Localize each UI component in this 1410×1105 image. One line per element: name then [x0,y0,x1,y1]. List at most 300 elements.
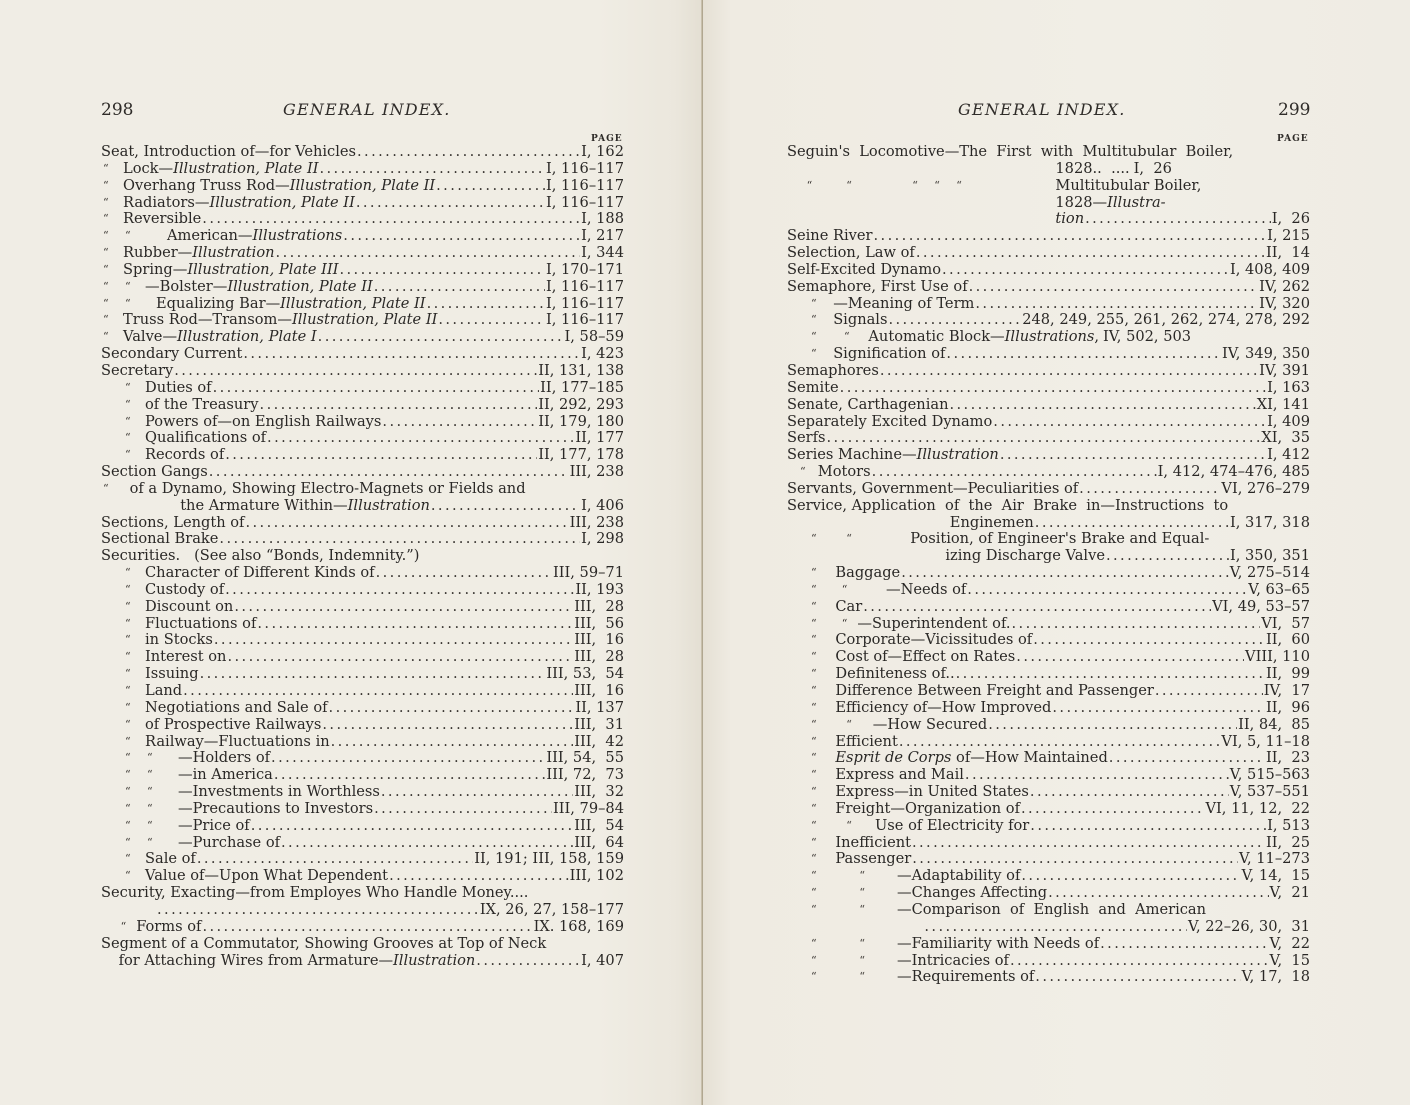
entry-text: —Superintendent of. [857,614,1011,632]
page-reference: V, 21 [1269,884,1310,902]
entry-text: of the Treasury [145,395,259,413]
dot-leader [319,161,544,178]
index-entry [787,447,1310,464]
page-reference: II, 84, 85 [1238,715,1310,733]
page-reference: I, 116–117 [545,311,624,329]
entry-heading [123,262,338,279]
right-page [703,0,1410,1105]
entry-heading [145,447,224,464]
entry-text-suffix: of—How Maintained [951,749,1108,767]
dot-leader [901,565,1229,582]
index-entry [787,717,1310,734]
index-entry [787,851,1310,868]
dot-leader [225,582,574,599]
entry-heading [178,818,250,835]
index-entry [101,801,624,818]
index-entry [101,818,624,835]
entry-italic-text: Illustrations [252,227,343,245]
index-entry [101,178,624,195]
page-reference: I, 406 [581,496,624,514]
index-entry [101,835,624,852]
page-reference: IV, 502, 503 [1103,328,1192,346]
entry-heading [787,380,839,397]
dot-leader [1100,936,1268,953]
entry-text-suffix: , [1094,328,1100,346]
entry-heading [897,868,1020,885]
entry-text: Corporate—Vicissitudes of [835,631,1033,649]
ditto-mark: “ [125,566,131,580]
page-reference: III, 238 [569,463,624,481]
entry-text: —Requirements of [897,968,1035,986]
entry-heading [145,565,375,582]
ditto-mark: “ [912,178,918,192]
entry-heading [875,818,1029,835]
ditto-mark: “ [125,296,131,310]
entry-heading [101,885,528,902]
page-number: 299 [1278,100,1311,120]
entry-italic-text: tion [1055,210,1085,228]
entry-heading [787,498,1228,515]
dot-leader [202,211,580,228]
page-reference: I, 298 [581,530,624,548]
entry-heading [178,767,273,784]
ditto-mark: “ [125,616,131,630]
entry-heading [835,700,1051,717]
dot-leader [993,414,1266,431]
ditto-mark: “ [811,347,817,361]
dot-leader [267,430,574,447]
index-entry [787,228,1310,245]
dot-leader [374,801,552,818]
dot-leader [1021,801,1205,818]
dot-leader [209,464,569,481]
entry-text: —Investments in Worthless [178,783,380,801]
index-entry [787,161,1310,178]
entry-text: Qualifications of [145,429,267,447]
entry-heading [119,953,476,970]
page-reference: III, 64 [574,833,624,851]
index-entry [787,548,1310,565]
ditto-mark: “ [846,532,852,546]
ditto-mark: “ [125,582,131,596]
ditto-mark: “ [125,667,131,681]
entry-text: —Meaning of Term [833,294,975,312]
ditto-mark: “ [103,229,109,243]
entry-italic-text: Illustration [192,244,275,262]
page-reference: V, 14, 15 [1241,867,1310,885]
page-reference: IV, 320 [1259,294,1310,312]
entry-italic-text: Illustration, Plate II [291,311,438,329]
index-entry [787,515,1310,532]
ditto-mark: “ [811,616,817,630]
entry-heading [835,632,1032,649]
index-entry [101,767,624,784]
entry-text: Sections, Length of [101,513,245,531]
ditto-mark: “ [125,279,131,293]
entry-text: —Bolster— [145,277,228,295]
entry-text: Selection, Law of [787,244,915,262]
ditto-mark: “ [846,717,852,731]
page-reference: XI, 141 [1256,395,1310,413]
ditto-mark: “ [811,751,817,765]
entry-text: Lock— [123,159,174,177]
dot-leader [949,397,1255,414]
entry-text: Security, Exacting—from Employes Who Handle Money.... [101,884,529,902]
entry-heading [145,632,213,649]
entry-text: Forms of [136,917,202,935]
dot-leader [200,666,546,683]
page-reference: I, 344 [581,244,624,262]
page-reference: V, 17, 18 [1241,968,1310,986]
ditto-mark: “ [103,279,109,293]
entry-heading [178,784,380,801]
page-reference: II, 131, 138 [538,361,624,379]
index-entry [101,430,624,447]
entry-heading [835,683,1153,700]
entry-heading [897,953,1009,970]
dot-leader [276,245,581,262]
entry-text: of a Dynamo, Showing Electro-Magnets or Fields and [129,479,526,497]
dot-leader [219,531,580,548]
dot-leader [872,464,1157,481]
entry-heading [787,363,879,380]
entry-heading [145,430,266,447]
page-reference: IV, 17 [1263,682,1310,699]
page-reference: III, 28 [574,597,624,615]
ditto-mark: “ [147,785,153,799]
entry-text: Character of Different Kinds of [145,564,375,582]
entry-text: Powers of—on English Railways [145,412,382,430]
index-entry [101,447,624,464]
entry-text: Section Gangs [101,463,208,481]
dot-leader [912,851,1238,868]
index-entry [101,195,624,212]
entry-heading [833,346,945,363]
index-entry [101,531,624,548]
entry-text: Semaphore, First Use of [787,277,968,295]
dot-leader [1109,750,1265,767]
page-reference: IV, 349, 350 [1221,345,1310,363]
ditto-mark: “ [811,936,817,950]
index-entry [101,582,624,599]
index-entry [787,868,1310,885]
index-entry [787,616,1310,633]
index-entry [101,666,624,683]
entry-heading [833,296,974,313]
page-reference: I, 317, 318 [1229,513,1310,531]
ditto-mark: “ [125,229,131,243]
ditto-mark: “ [103,212,109,226]
dot-leader [1079,481,1220,498]
ditto-mark: “ [125,768,131,782]
entry-heading [145,666,199,683]
entry-text: Efficient [835,732,898,750]
entry-text: Passenger [835,850,912,868]
entry-text: —Familiarity with Needs of [897,934,1100,952]
running-head: GENERAL INDEX. [958,100,1126,119]
page-reference: III, 42 [574,732,624,750]
page-reference: II, 14 [1265,244,1310,262]
entry-italic-text: Illustration, Plate II [280,294,426,312]
entry-text: Baggage [835,564,901,582]
ditto-mark: “ [844,330,850,344]
index-entry [101,397,624,414]
page-reference: II, 292, 293 [538,395,624,413]
entry-heading [145,599,233,616]
index-entry [787,430,1310,447]
ditto-mark: “ [811,599,817,613]
entry-text: Motors [817,463,871,481]
index-entry [787,632,1310,649]
ditto-mark: “ [125,734,131,748]
page-reference: III, 16 [574,631,624,649]
page-reference: I, 407 [581,951,624,969]
index-entry [101,515,624,532]
dot-leader [946,346,1221,363]
index-entry [101,902,624,919]
dot-leader [956,666,1265,683]
entry-heading [123,329,317,346]
entry-heading [123,178,435,195]
ditto-mark: “ [800,465,806,479]
page-reference: II, 25 [1265,833,1310,851]
entry-heading [101,346,242,363]
entry-heading [835,750,1107,767]
index-entry [101,245,624,262]
entry-heading [787,228,873,245]
index-entry [101,936,624,953]
index-entry [101,161,624,178]
ditto-mark: “ [859,902,866,916]
entry-italic-text: Illustration, Plate II [209,193,355,211]
ditto-mark: “ [934,178,940,192]
dot-leader [863,599,1211,616]
page-reference: IV, 262 [1259,277,1310,295]
entry-heading [123,161,318,178]
page-reference: III, 102 [569,867,624,885]
ditto-mark: “ [103,262,109,276]
entry-heading [167,228,342,245]
page-reference: I, 350, 351 [1229,547,1310,565]
page-reference: XI, 35 [1261,429,1310,447]
entry-heading [835,784,1029,801]
entry-heading [1055,178,1201,195]
index-entry [101,632,624,649]
ditto-mark: “ [811,296,817,310]
entry-heading [835,767,964,784]
page-column-label: PAGE [1277,134,1309,144]
index-entry [787,296,1310,313]
dot-leader [942,262,1229,279]
entry-heading [145,582,224,599]
index-entry [787,380,1310,397]
dot-leader [331,734,574,751]
page-reference: I, 217 [581,227,624,245]
entry-heading [1055,211,1084,228]
entry-heading [897,885,1047,902]
dot-leader [381,784,573,801]
ditto-mark: “ [103,178,109,192]
entry-text: Records of [145,446,225,464]
ditto-mark: “ [125,684,131,697]
dot-leader [225,447,537,464]
page-reference: II, 179, 180 [538,412,624,430]
index-entry [101,414,624,431]
ditto-mark: “ [103,330,109,344]
dot-leader [1030,818,1266,835]
page-reference: V, 515–563 [1229,766,1310,784]
index-entry [787,683,1310,700]
page-reference: III, 53, 54 [546,665,624,683]
entry-heading [835,649,1015,666]
entry-text: 1828— [1055,193,1108,211]
ditto-mark: “ [811,886,817,900]
entry-heading [123,312,437,329]
entry-text: Truss Rod—Transom— [123,311,292,329]
ditto-mark: “ [103,195,109,209]
entry-text: Semite [787,378,839,396]
entry-heading [101,464,208,481]
entry-heading [145,649,226,666]
page-reference: III, 72, 73 [546,766,624,784]
entry-heading [145,717,321,734]
entry-heading [868,329,1099,346]
entry-heading [818,464,871,481]
page-reference: IV, 391 [1259,361,1310,379]
ditto-mark: “ [811,835,817,849]
entry-text: —How Secured [872,715,988,733]
ditto-mark: “ [120,919,127,933]
entry-heading [857,616,1010,633]
entry-heading [136,919,201,936]
entry-text: Freight—Organization of [835,799,1020,817]
entry-text: Separately Excited Dynamo [787,412,993,430]
entry-text: Secondary Current [101,345,243,363]
entry-heading [787,430,826,447]
index-entry [787,414,1310,431]
index-entry [101,565,624,582]
entry-text: Semaphores [787,361,879,379]
page-reference: I, 188 [581,210,624,228]
page-reference: I, 409 [1267,412,1310,430]
index-entry [101,346,624,363]
entry-text: Inefficient [835,833,911,851]
index-entry [101,464,624,481]
entry-italic-text: Illustration [347,496,430,514]
dot-leader [1155,683,1263,700]
dot-leader [227,649,573,666]
dot-leader [1106,548,1229,565]
index-entry [101,481,624,498]
ditto-mark: “ [147,768,153,782]
index-entry [787,346,1310,363]
dot-leader [376,565,552,582]
entry-heading [835,835,911,852]
dot-leader [245,515,568,532]
entry-heading [145,868,388,885]
ditto-mark: “ [811,566,817,580]
entry-text: —in America [178,766,273,784]
entry-text: Difference Between Freight and Passenger [835,682,1154,699]
entry-heading [835,666,954,683]
page-reference: I, 412, 474–476, 485 [1157,463,1310,481]
entry-heading [835,851,911,868]
running-head: GENERAL INDEX. [283,100,451,119]
ditto-mark: “ [125,869,131,883]
entry-heading [145,851,196,868]
dot-leader [260,397,538,414]
entry-italic-text: Illustration, Plate II [289,176,436,194]
dot-leader [356,195,545,212]
index-entry [787,599,1310,616]
entry-text: Seat, Introduction of—for Vehicles [101,143,356,160]
index-entry [787,144,1310,161]
dot-leader [329,700,575,717]
page-reference: II, 177–185 [540,378,624,396]
page-reference: I, 163 [1267,378,1310,396]
entry-heading [787,144,1233,161]
entry-heading [787,245,915,262]
entry-text: Signals [833,311,888,329]
ditto-mark: “ [125,414,131,428]
dot-leader [1016,649,1244,666]
index-entry [787,498,1310,515]
page-reference: I, 58–59 [564,328,624,346]
index-entry [787,784,1310,801]
dot-leader [271,750,545,767]
index-entry [101,312,624,329]
ditto-mark: “ [811,667,817,681]
ditto-mark: “ [956,178,962,192]
page-reference: III, 59–71 [552,564,624,582]
index-entry [787,649,1310,666]
page-reference: I, 116–117 [545,294,624,312]
dot-leader [1035,515,1229,532]
ditto-mark: “ [806,178,813,192]
entry-heading [178,801,373,818]
index-entry [101,144,624,161]
page-reference: VI, 276–279 [1221,479,1310,497]
page-reference: I, 408, 409 [1229,260,1310,278]
page-reference: V, 22–26, 30, 31 [1187,917,1310,935]
ditto-mark: “ [811,684,817,697]
index-entry [101,683,624,700]
index-entry [101,363,624,380]
dot-leader [1021,868,1240,885]
entry-text: Express and Mail [835,766,964,784]
entry-heading [833,312,887,329]
ditto-mark: “ [125,835,131,849]
dot-leader [202,919,532,936]
ditto-mark: “ [103,161,109,175]
index-entry [101,868,624,885]
dot-leader [967,582,1247,599]
index-entry [787,211,1310,228]
page-reference: III, 56 [574,614,624,632]
entry-heading [835,599,862,616]
entry-text: Series Machine— [787,446,917,464]
entry-text: Negotiations and Sale of [145,698,328,716]
page-reference: IX. 168, 169 [533,917,624,935]
entry-text: Radiators— [123,193,210,211]
dot-leader [343,228,580,245]
page-reference: II, 99 [1265,665,1310,683]
index-entry [787,953,1310,970]
page-reference: VI, 57 [1261,614,1310,632]
entry-text: Automatic Block— [868,328,1005,346]
dot-leader [257,616,573,633]
index-entry [101,885,624,902]
